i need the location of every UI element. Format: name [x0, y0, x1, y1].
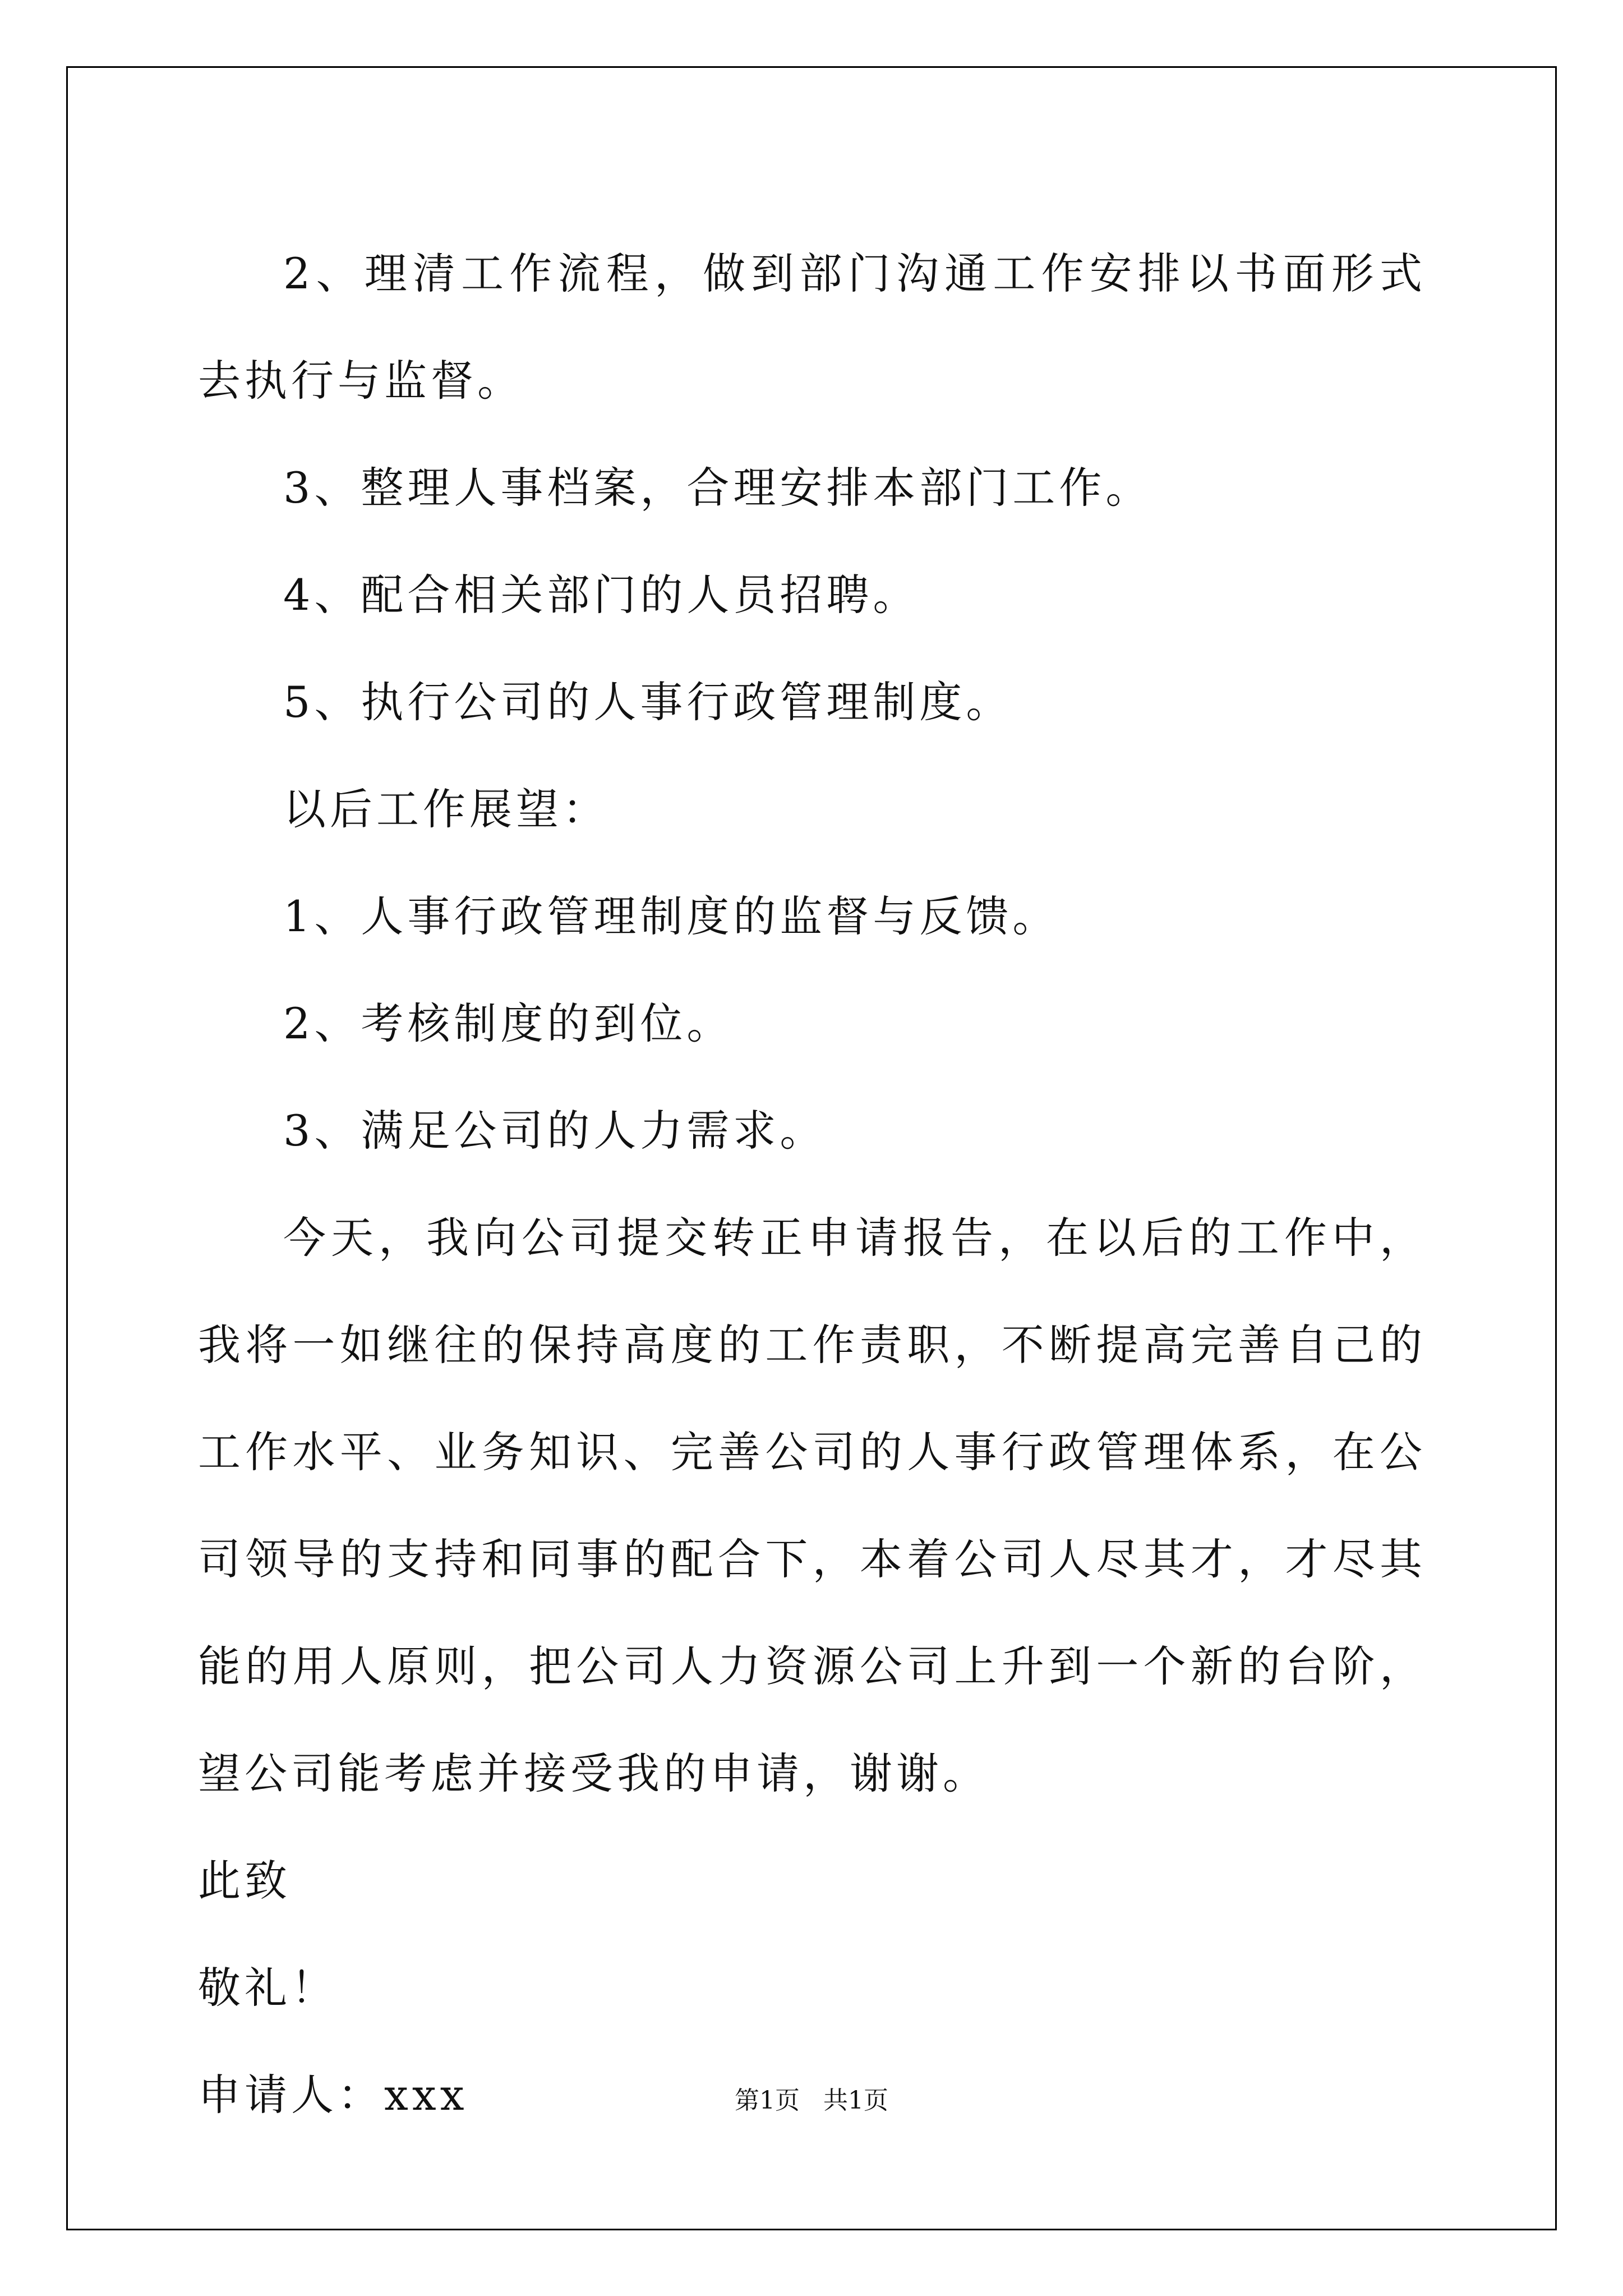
outlook-item-3: 3、满足公司的人力需求。 — [283, 1106, 827, 1156]
applicant-line: 申请人：xxx — [198, 2070, 468, 2120]
conclusion-paragraph: 今天，我向公司提交转正申请报告，在以后的工作中，我将一如继往的保持高度的工作责职，不断提高完善自己的工作水平、业务知识、完善公司的人事行政管理体系，在公司领导的支持和同事的配合下，本着公司人尽其才，才尽其能的用人原则，把公司人力资源公司上升到一个新的台阶，望公司能考虑并接受我的申请，谢谢。 — [198, 1213, 1426, 1798]
outlook-heading: 以后工作展望： — [283, 784, 609, 834]
paragraph-item-4: 4、配合相关部门的人员招聘。 — [283, 570, 920, 620]
page-footer — [0, 2080, 1623, 2116]
outlook-item-2: 2、考核制度的到位。 — [283, 999, 734, 1048]
total-pages: 共1页 — [823, 2086, 888, 2115]
outlook-item-1: 1、人事行政管理制度的监督与反馈。 — [283, 891, 1059, 941]
paragraph-item-3: 3、整理人事档案，合理安排本部门工作。 — [283, 463, 1152, 513]
document-body — [198, 220, 1426, 2148]
paragraph-item-5: 5、执行公司的人事行政管理制度。 — [283, 677, 1013, 727]
salute-line: 敬礼！ — [198, 1963, 338, 2013]
closing-line: 此致 — [198, 1856, 291, 1906]
page-number: 第1页 — [735, 2086, 800, 2115]
paragraph-item-2: 2、理清工作流程，做到部门沟通工作安排以书面形式去执行与监督。 — [198, 249, 1426, 406]
